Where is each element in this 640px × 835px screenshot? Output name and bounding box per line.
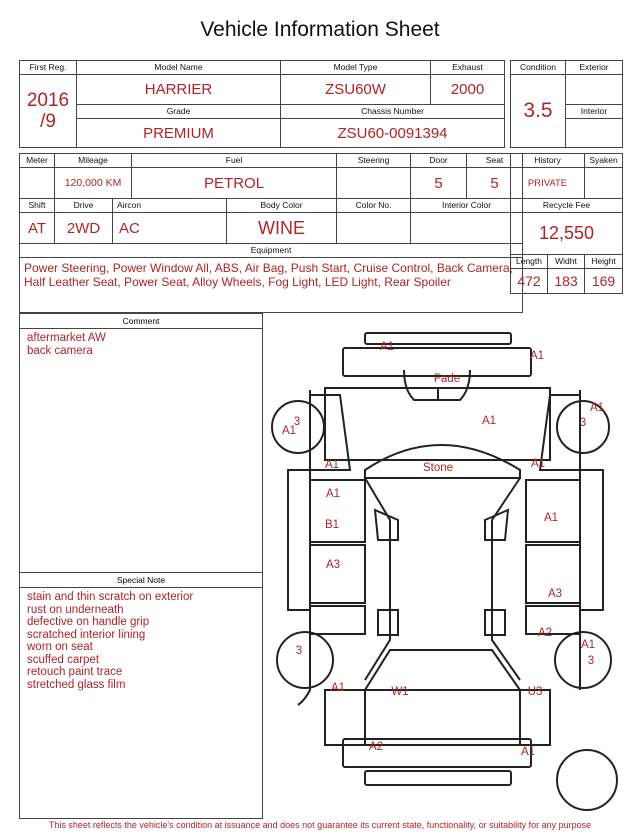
special-note-line: scratched interior lining	[27, 628, 146, 641]
damage-mark: A1	[543, 512, 559, 524]
grade-value: PREMIUM	[77, 119, 281, 148]
car-outline	[272, 333, 617, 810]
damage-mark: 3	[579, 417, 587, 429]
grade-label: Grade	[77, 105, 281, 119]
drive-label: Drive	[55, 199, 113, 213]
special-note-label: Special Note	[20, 572, 262, 588]
door-value: 5	[411, 168, 467, 199]
damage-mark: 3	[295, 645, 303, 657]
chassis-value: ZSU60-0091394	[281, 119, 505, 148]
interior-color-label: Interior Color	[411, 199, 523, 213]
special-note-line: stain and thin scratch on exterior	[27, 591, 194, 603]
damage-mark: B1	[324, 519, 340, 531]
damage-mark: A1	[529, 350, 545, 362]
body-color-label: Body Color	[227, 199, 337, 213]
length-value: 472	[511, 269, 548, 294]
condition-label: Condition	[511, 61, 566, 75]
meter-label: Meter	[20, 154, 55, 168]
damage-mark: A1	[481, 415, 497, 427]
special-note-line: rust on underneath	[27, 603, 124, 616]
comment-line: back camera	[27, 344, 93, 357]
damage-mark: Stone	[422, 462, 454, 474]
damage-mark: A2	[368, 741, 384, 753]
length-label: Length	[511, 255, 548, 269]
color-no-label: Color No.	[337, 199, 411, 213]
first-reg-label: First Reg.	[20, 61, 77, 75]
exhaust-label: Exhaust	[431, 61, 505, 75]
aircon-value: AC	[113, 213, 227, 244]
exhaust-value: 2000	[431, 75, 505, 105]
disclaimer: This sheet reflects the vehicle's condition at issuance and does not guarantee its current state, functionality, or suitability for any purpose	[48, 820, 592, 830]
height-label: Height	[585, 255, 623, 269]
damage-mark: A1	[589, 402, 605, 414]
comment-line: aftermarket AW	[27, 332, 106, 344]
first-reg-year: 2016	[26, 90, 70, 111]
damage-mark: Fade	[433, 373, 461, 385]
damage-mark: 3	[587, 655, 595, 667]
model-name-label: Model Name	[77, 61, 281, 75]
model-type-value: ZSU60W	[281, 75, 431, 105]
syaken-label: Syaken	[585, 154, 623, 168]
special-note-line: retouch paint trace	[27, 666, 123, 678]
damage-mark: A1	[330, 682, 346, 694]
width-value: 183	[548, 269, 585, 294]
equipment-value: Power Steering, Power Window All, ABS, Air Bag, Push Start, Cruise Control, Back Camera, Half Leather Seat, Power Seat, Alloy Wheels, Fog Light, LED Light, Rear Spoiler	[20, 258, 523, 313]
recycle-fee-value: 12,550	[511, 213, 623, 255]
shift-value: AT	[20, 213, 55, 244]
equipment-label: Equipment	[20, 244, 523, 258]
mileage-value: 120,000 KM	[55, 168, 132, 199]
shift-label: Shift	[20, 199, 55, 213]
history-value: PRIVATE	[511, 168, 585, 199]
fuel-label: Fuel	[132, 154, 337, 168]
steering-label: Steering	[337, 154, 411, 168]
fuel-value: PETROL	[132, 168, 337, 199]
drive-value: 2WD	[55, 213, 113, 244]
seat-label: Seat	[467, 154, 523, 168]
damage-mark: A1	[520, 746, 536, 758]
special-note-line: stretched glass film	[27, 678, 126, 691]
body-color-value: WINE	[227, 213, 337, 244]
damage-mark: A1	[281, 425, 297, 437]
chassis-label: Chassis Number	[281, 105, 505, 119]
page-title: Vehicle Information Sheet	[200, 18, 440, 41]
history-label: History	[511, 154, 585, 168]
special-note-line: defective on handle grip	[27, 616, 150, 628]
damage-mark: A1	[580, 639, 596, 651]
aircon-label: Aircon	[113, 199, 227, 213]
seat-value: 5	[467, 168, 523, 199]
model-name-value: HARRIER	[77, 75, 281, 105]
special-note-line: worn on seat	[27, 641, 93, 653]
recycle-fee-label: Recycle Fee	[511, 199, 623, 213]
special-note-line: scuffed carpet	[27, 653, 100, 666]
damage-mark: A1	[530, 458, 546, 470]
damage-mark: 3	[293, 416, 301, 428]
width-label: Widht	[548, 255, 585, 269]
damage-mark: A1	[379, 341, 395, 353]
interior-label: Interior	[566, 105, 623, 119]
first-reg-month: /9	[40, 111, 56, 132]
damage-mark: A3	[547, 588, 563, 600]
damage-mark: W1	[391, 686, 409, 698]
comment-label: Comment	[20, 314, 262, 329]
damage-mark: A1	[324, 459, 340, 471]
height-value: 169	[585, 269, 623, 294]
mileage-label: Mileage	[55, 154, 132, 168]
damage-mark: A3	[325, 559, 341, 571]
damage-mark: A1	[325, 488, 341, 500]
damage-mark-labels	[282, 341, 604, 758]
model-type-label: Model Type	[281, 61, 431, 75]
door-label: Door	[411, 154, 467, 168]
damage-mark: U3	[527, 686, 543, 698]
exterior-label: Exterior	[566, 61, 623, 75]
condition-value: 3.5	[511, 75, 566, 148]
damage-mark: A2	[537, 627, 553, 639]
